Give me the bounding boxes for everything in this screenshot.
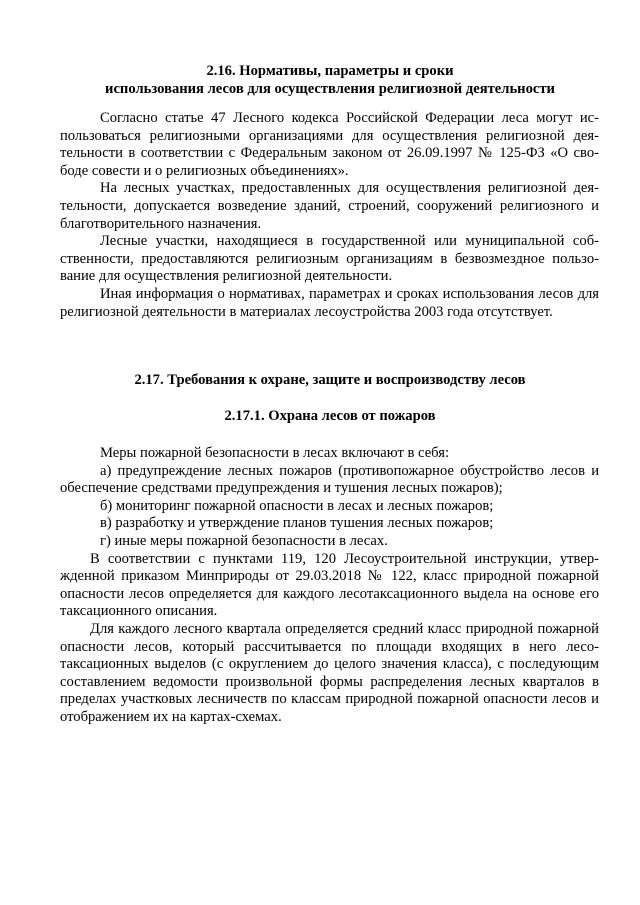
list-item: а) предупреждение лесных пожаров (противопожарное обустройство лесов и обеспечение средствами предупреждения и тушения лесных пожаров); [60,462,599,497]
paragraph: Для каждого лесного квартала определяется средний класс природной пожарной опасности лесов, который рассчитывается по площади входящих в него лесотаксационных выделов (с округлением до целого значения класса), с последующим составлением ведомости произвольной формы распределения лесных кварталов в пределах участковых лесничеств по классам природной пожарной опасности лесов и отображением их на картах-схемах. [60,620,599,725]
paragraph: На лесных участках, предоставленных для осуществления религиозной деятельности, допускается возведение зданий, строений, сооружений религиозного и благотворительного назначения. [60,180,599,232]
section-2-17-1-body [60,445,599,727]
section-2-16-title-line1: 2.16. Нормативы, параметры и сроки [206,63,454,79]
list-item: б) мониторинг пожарной опасности в лесах и лесных пожаров; [100,497,494,514]
paragraph: В соответствии с пунктами 119, 120 Лесоустроительной инструкции, утвержденной приказом Минприроды от 29.03.2018 № 122, класс природной пожарной опасности лесов определяется для каждого лесотаксационного выдела на основе его таксационного описания. [60,550,599,620]
section-2-17-title: 2.17. Требования к охране, защите и воспроизводству лесов [134,372,526,388]
subsection-2-17-1-title: 2.17.1. Охрана лесов от пожаров [224,408,436,424]
section-2-16-body [60,110,599,321]
paragraph: Лесные участки, находящиеся в государственной или муниципальной собственности, предоставляются религиозным организациям в безвозмездное пользование для осуществления религиозной деятельности. [60,233,599,285]
section-2-16-title-line2: использования лесов для осуществления религиозной деятельности [105,81,555,97]
list-intro: Меры пожарной безопасности в лесах включают в себя: [100,445,449,461]
list-item: г) иные меры пожарной безопасности в лесах. [100,532,388,549]
paragraph: Иная информация о нормативах, параметрах и сроках использования лесов для религиозной деятельности в материалах лесоустройства 2003 года отсутствует. [60,285,599,320]
paragraph: Согласно статье 47 Лесного кодекса Российской Федерации леса могут использоваться религиозными организациями для осуществления религиозной деятельности в соответствии с Федеральным законом от 26.09.1997 № 125-ФЗ «О свободе совести и о религиозных объединениях». [60,110,599,179]
list-item: в) разработку и утверждение планов тушения лесных пожаров; [100,515,494,532]
